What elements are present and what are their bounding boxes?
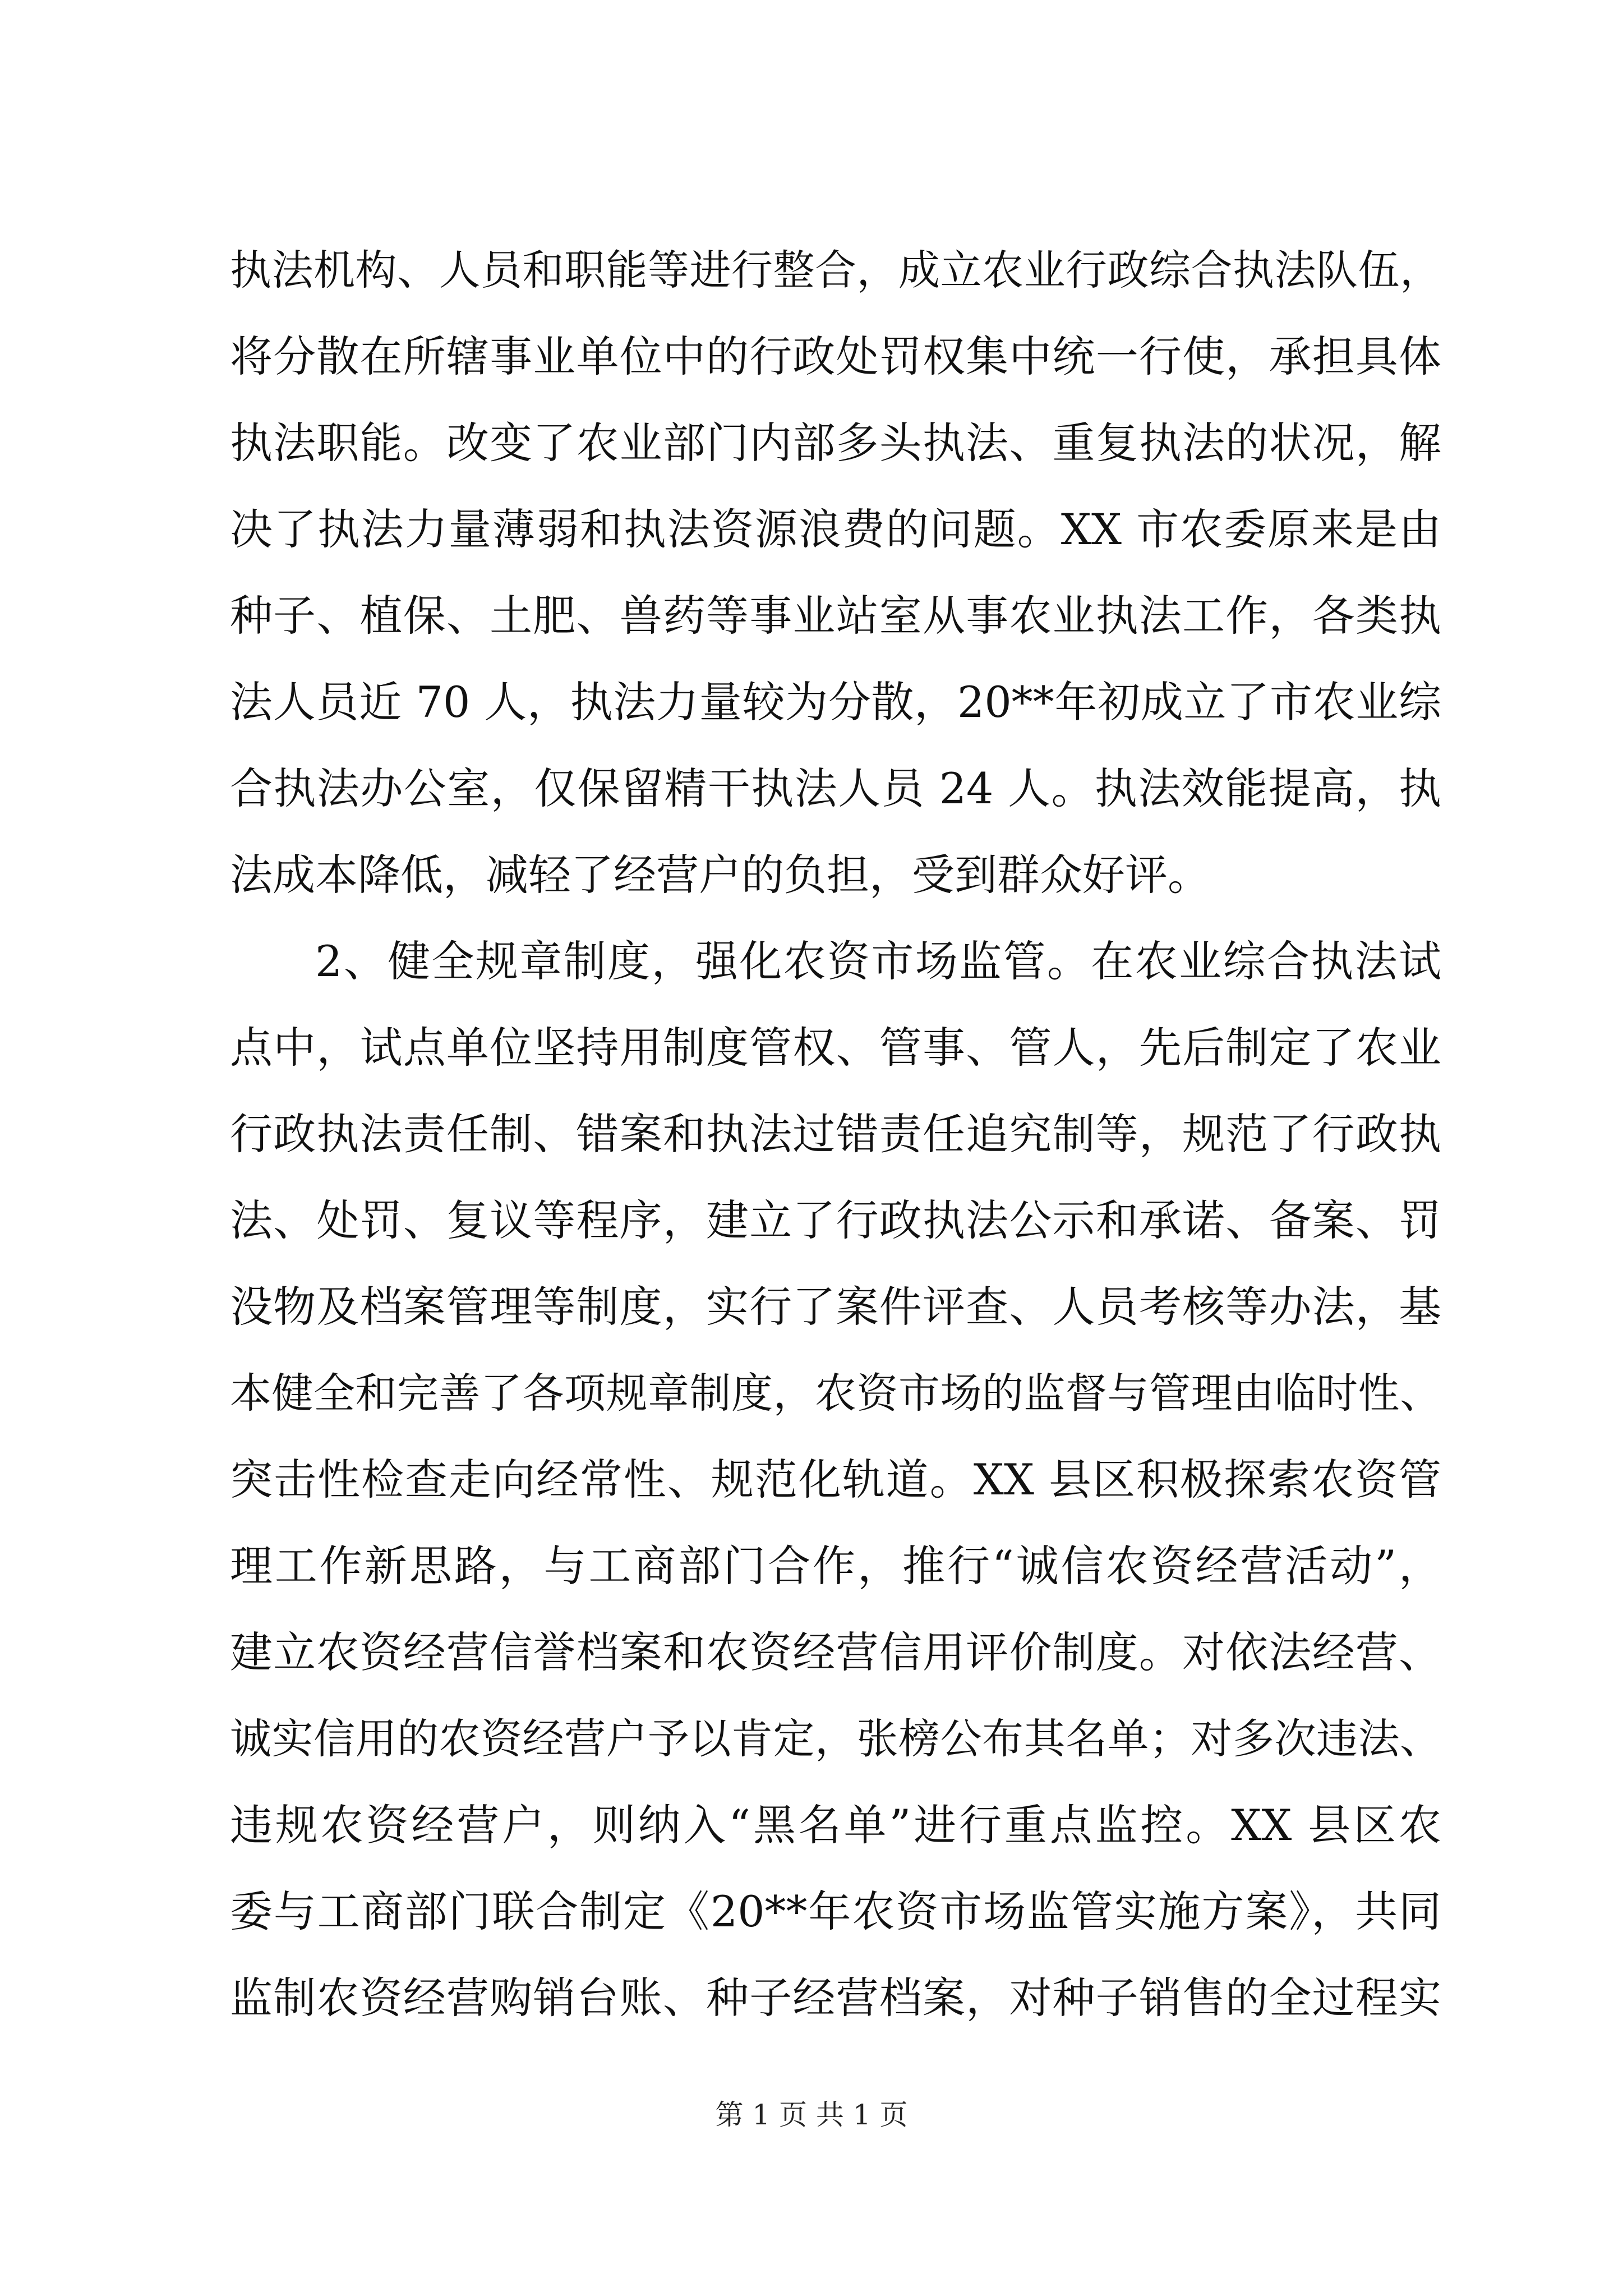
text-line: 诚实信用的农资经营户予以肯定，张榜公布其名单；对多次违法、 xyxy=(230,1715,1441,1763)
document-body xyxy=(230,227,1441,2041)
text-line: 执法职能。改变了农业部门内部多头执法、重复执法的状况，解 xyxy=(230,418,1441,468)
text-line: 种子、植保、土肥、兽药等事业站室从事农业执法工作，各类执 xyxy=(230,591,1441,641)
text-line: 法、处罚、复议等程序，建立了行政执法公示和承诺、备案、罚 xyxy=(230,1195,1441,1245)
text-line: 法成本降低，减轻了经营户的负担，受到群众好评。 xyxy=(230,850,1210,900)
paragraph-2 xyxy=(230,918,1441,2041)
text-line: 点中，试点单位坚持用制度管权、管事、管人，先后制定了农业 xyxy=(230,1023,1441,1073)
text-line: 行政执法责任制、错案和执法过错责任追究制等，规范了行政执 xyxy=(230,1109,1441,1159)
text-line: 建立农资经营信誉档案和农资经营信用评价制度。对依法经营、 xyxy=(230,1627,1441,1677)
text-line: 将分散在所辖事业单位中的行政处罚权集中统一行使，承担具体 xyxy=(230,332,1441,381)
text-line: 法人员近 70 人，执法力量较为分散，20**年初成立了市农业综 xyxy=(230,677,1441,727)
paragraph-1 xyxy=(230,227,1441,918)
text-line: 没物及档案管理等制度，实行了案件评查、人员考核等办法，基 xyxy=(230,1282,1441,1332)
page-number-footer: 第 1 页 共 1 页 xyxy=(715,2099,908,2131)
text-line: 委与工商部门联合制定《20**年农资市场监管实施方案》，共同 xyxy=(230,1887,1441,1936)
text-line: 决了执法力量薄弱和执法资源浪费的问题。XX 市农委原来是由 xyxy=(230,504,1441,554)
text-line: 理工作新思路，与工商部门合作，推行“诚信农资经营活动”， xyxy=(230,1541,1441,1591)
text-line: 监制农资经营购销台账、种子经营档案，对种子销售的全过程实 xyxy=(230,1973,1441,2023)
text-line: 本健全和完善了各项规章制度，农资市场的监督与管理由临时性、 xyxy=(230,1369,1441,1418)
text-line: 违规农资经营户，则纳入“黑名单”进行重点监控。XX 县区农 xyxy=(230,1800,1441,1850)
text-line: 合执法办公室，仅保留精干执法人员 24 人。执法效能提高，执 xyxy=(230,763,1441,813)
text-line: 突击性检查走向经常性、规范化轨道。XX 县区积极探索农资管 xyxy=(230,1455,1441,1504)
text-line: 2、健全规章制度，强化农资市场监管。在农业综合执法试 xyxy=(315,936,1441,986)
text-line: 执法机构、人员和职能等进行整合，成立农业行政综合执法队伍， xyxy=(230,246,1441,295)
